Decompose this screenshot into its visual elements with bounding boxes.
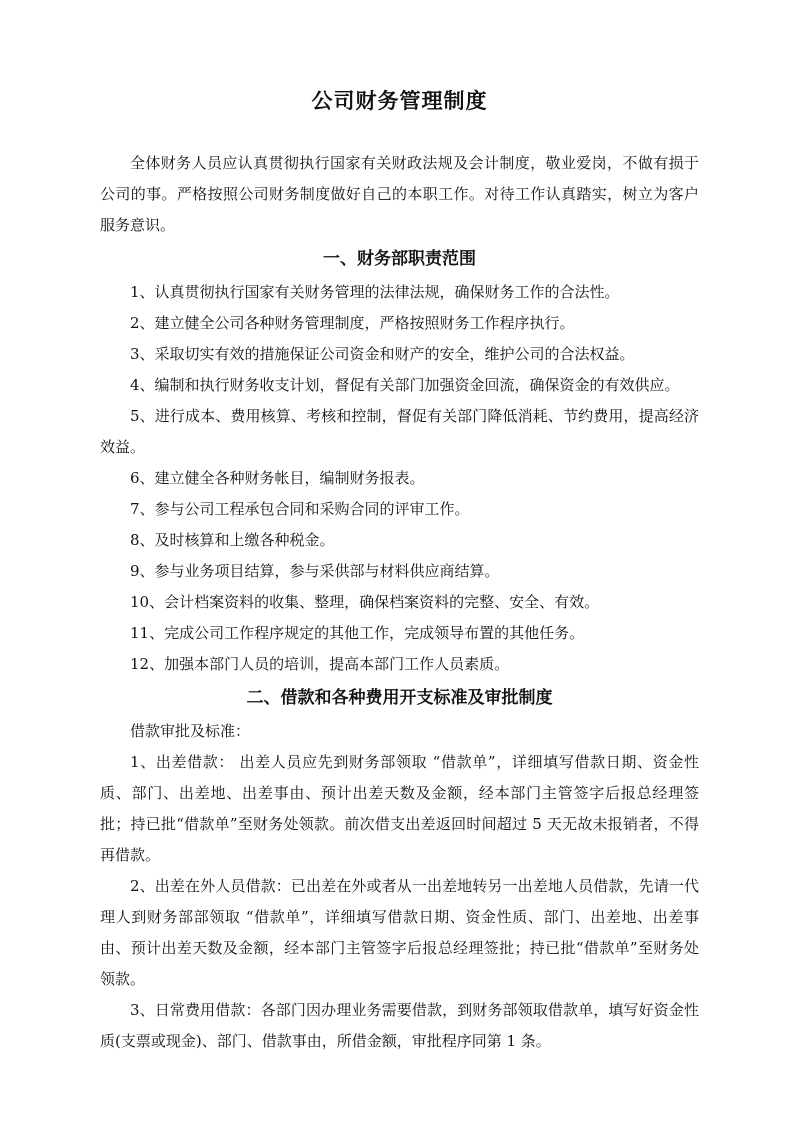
duty-item: 7、参与公司工程承包合同和采购合同的评审工作。	[130, 500, 470, 518]
document-title: 公司财务管理制度	[311, 88, 488, 113]
duty-item: 3、采取切实有效的措施保证公司资金和财产的安全，维护公司的合法权益。	[130, 345, 635, 363]
duty-item: 10、会计档案资料的收集、整理，确保档案资料的完整、安全、有效。	[130, 593, 600, 611]
duty-item: 2、建立健全公司各种财务管理制度，严格按照财务工作程序执行。	[130, 314, 575, 332]
duty-item: 1、认真贯彻执行国家有关财务管理的法律法规，确保财务工作的合法性。	[130, 283, 620, 301]
loan-rule-item: 3、日常费用借款：各部门因办理业务需要借款，到财务部领取借款单，填写好资金性质(支票或现金)、部门、借款事由，所借金额，审批程序同第 1 条。	[100, 1001, 699, 1050]
section-heading-2: 二、借款和各种费用开支标准及审批制度	[246, 688, 553, 708]
loan-rule-item: 2、出差在外人员借款：已出差在外或者从一出差地转另一出差地人员借款，先请一代理人到财务部部领取 “借款单”，详细填写借款日期、资金性质、部门、出差地、出差事由、预计出差天数及金额，经本部门主管签字后报总经理签批；持已批“借款单”至财务处领款。	[100, 877, 699, 988]
duty-item: 8、及时核算和上缴各种税金。	[130, 531, 335, 549]
intro-paragraph: 全体财务人员应认真贯彻执行国家有关财政法规及会计制度，敬业爱岗，不做有损于公司的事。严格按照公司财务制度做好自己的本职工作。对待工作认真踏实，树立为客户服务意识。	[100, 154, 699, 234]
duty-item: 9、参与业务项目结算，参与采供部与材料供应商结算。	[130, 562, 500, 580]
duty-item: 11、完成公司工作程序规定的其他工作，完成领导布置的其他任务。	[130, 624, 585, 642]
duty-item: 6、建立健全各种财务帐目，编制财务报表。	[130, 469, 425, 487]
loan-rule-item: 1、出差借款： 出差人员应先到财务部领取 “借款单”，详细填写借款日期、资金性质、部门、出差地、出差事由、预计出差天数及金额，经本部门主管签字后报总经理签批；持已批“借款单”至财务处领款。前次借支出差返回时间超过 5 天无故未报销者，不得再借款。	[100, 753, 699, 864]
duty-item: 12、加强本部门人员的培训，提高本部门工作人员素质。	[130, 655, 510, 673]
section-heading-1: 一、财务部职责范围	[323, 249, 476, 269]
duty-item: 5、进行成本、费用核算、考核和控制，督促有关部门降低消耗、节约费用，提高经济效益。	[100, 407, 699, 456]
duty-item: 4、编制和执行财务收支计划，督促有关部门加强资金回流，确保资金的有效供应。	[130, 376, 680, 394]
subheading: 借款审批及标准：	[130, 722, 251, 740]
